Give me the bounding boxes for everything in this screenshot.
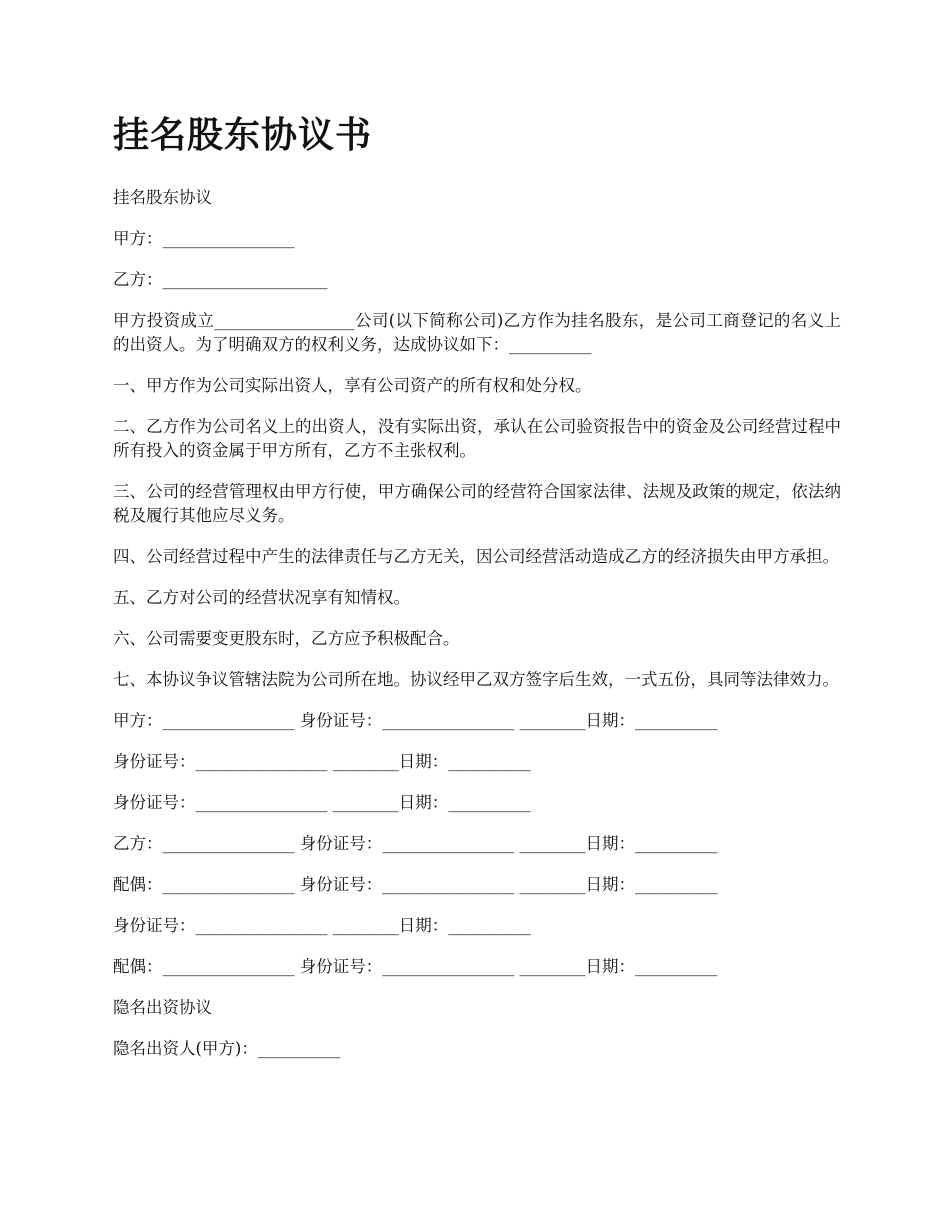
clause-3: 三、公司的经营管理权由甲方行使，甲方确保公司的经营符合国家法律、法规及政策的规定，依法纳税及履行其他应尽义务。 xyxy=(113,482,841,525)
section-2-title: 隐名出资协议 xyxy=(113,998,212,1017)
clause-2: 二、乙方作为公司名义上的出资人，没有实际出资，承认在公司验资报告中的资金及公司经营过程中所有投入的资金属于甲方所有，乙方不主张权利。 xyxy=(113,417,841,460)
document-title: 挂名股东协议书 xyxy=(113,115,373,156)
document-page xyxy=(113,110,841,1078)
party-a-line: 甲方：________________ xyxy=(113,229,295,248)
agreement-subtitle: 挂名股东协议 xyxy=(113,188,212,207)
clause-7: 七、本协议争议管辖法院为公司所在地。协议经甲乙双方签字后生效，一式五份，具同等法律效力。 xyxy=(113,670,839,689)
clause-4: 四、公司经营过程中产生的法律责任与乙方无关，因公司经营活动造成乙方的经济损失由甲方承担。 xyxy=(113,547,839,566)
party-b-line: 乙方：____________________ xyxy=(113,270,328,289)
signature-line-spouse-2: 配偶：________________ 身份证号：________________ ________日期：__________ xyxy=(113,957,718,976)
signature-line-spouse-1: 配偶：________________ 身份证号：________________ ________日期：__________ xyxy=(113,875,718,894)
signature-line-party-a: 甲方：________________ 身份证号：________________ ________日期：__________ xyxy=(113,711,718,730)
clause-5: 五、乙方对公司的经营状况享有知情权。 xyxy=(113,588,410,607)
signature-line-party-b: 乙方：________________ 身份证号：________________ ________日期：__________ xyxy=(113,834,718,853)
clause-6: 六、公司需要变更股东时，乙方应予积极配合。 xyxy=(113,629,460,648)
clause-1: 一、甲方作为公司实际出资人，享有公司资产的所有权和处分权。 xyxy=(113,376,592,395)
signature-line-id-1: 身份证号：________________ ________日期：__________ xyxy=(113,752,531,771)
section-2-party-a: 隐名出资人(甲方)：__________ xyxy=(113,1039,341,1058)
intro-paragraph: 甲方投资成立_________________公司(以下简称公司)乙方作为挂名股东，是公司工商登记的名义上的出资人。为了明确双方的权利义务，达成协议如下：__________ xyxy=(113,311,841,354)
signature-line-id-2: 身份证号：________________ ________日期：__________ xyxy=(113,793,531,812)
signature-line-id-3: 身份证号：________________ ________日期：__________ xyxy=(113,916,531,935)
